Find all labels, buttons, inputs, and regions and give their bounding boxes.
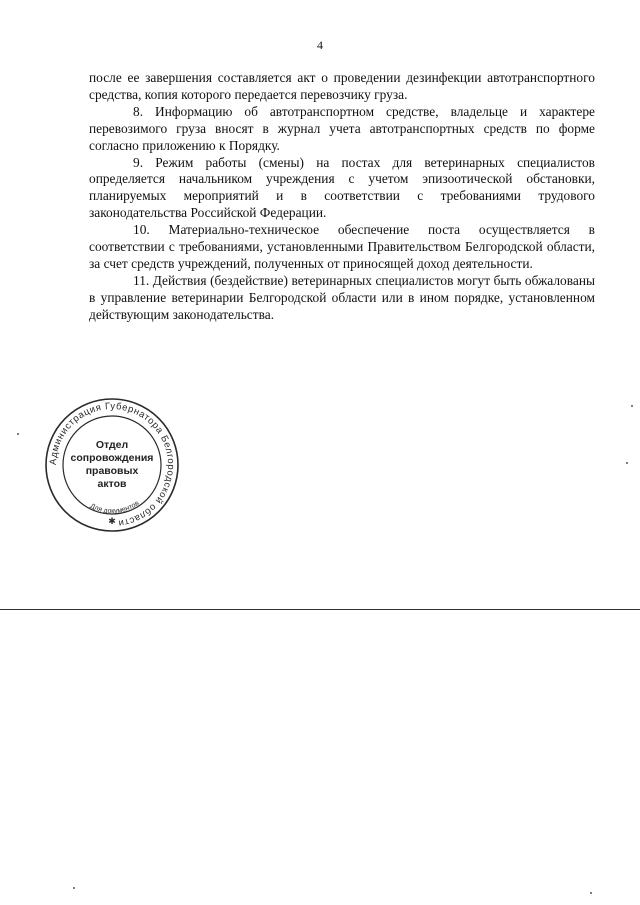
- scan-speck: [73, 887, 75, 889]
- divider-line: [0, 609, 640, 610]
- scan-speck: [17, 433, 19, 435]
- stamp-line-4: актов: [97, 478, 127, 490]
- scan-speck: [590, 892, 592, 894]
- document-body: [89, 70, 595, 324]
- paragraph-4: 10. Материально-техническое обеспечение поста осуществляется в соответствии с требованиями, установленными Правительством Белгородской области, за счет средств учреждений, полученных от приносящей доход деятельности.: [89, 222, 595, 271]
- paragraph-5: 11. Действия (бездействие) ветеринарных специалистов могут быть обжалованы в управление ветеринарии Белгородской области или в ином порядке, установленном действующим законодательства.: [89, 272, 595, 322]
- paragraph-3: 9. Режим работы (смены) на постах для ветеринарных специалистов определяется начальником учреждения с учетом эпизоотической обстановки, планируемых мероприятий и в соответствии с требованиями трудового законодательства Российской Федерации.: [89, 154, 595, 221]
- stamp-line-2: сопровождения: [70, 452, 154, 464]
- stamp-inner-text: Для документов: [88, 499, 141, 516]
- scan-speck: [626, 462, 628, 464]
- stamp-outer-text: Администрация Губернатора Белгородской области: [47, 400, 177, 529]
- paragraph-2: 8. Информацию об автотранспортном средстве, владельце и характере перевозимого груза вносят в журнал учета автотранспортных средств по форме согласно приложению к Порядку.: [89, 103, 595, 153]
- stamp-line-3: правовых: [85, 465, 139, 477]
- paragraph-1: после ее завершения составляется акт о проведении дезинфекции автотранспортного средства, копия которого передается перевозчику груза.: [89, 70, 595, 102]
- page-number: 4: [317, 38, 323, 52]
- scan-speck: [631, 405, 633, 407]
- stamp-star-icon: ✱: [108, 516, 116, 526]
- stamp-center: [44, 397, 180, 533]
- stamp-line-1: Отдел: [95, 439, 129, 451]
- official-stamp: [44, 397, 180, 533]
